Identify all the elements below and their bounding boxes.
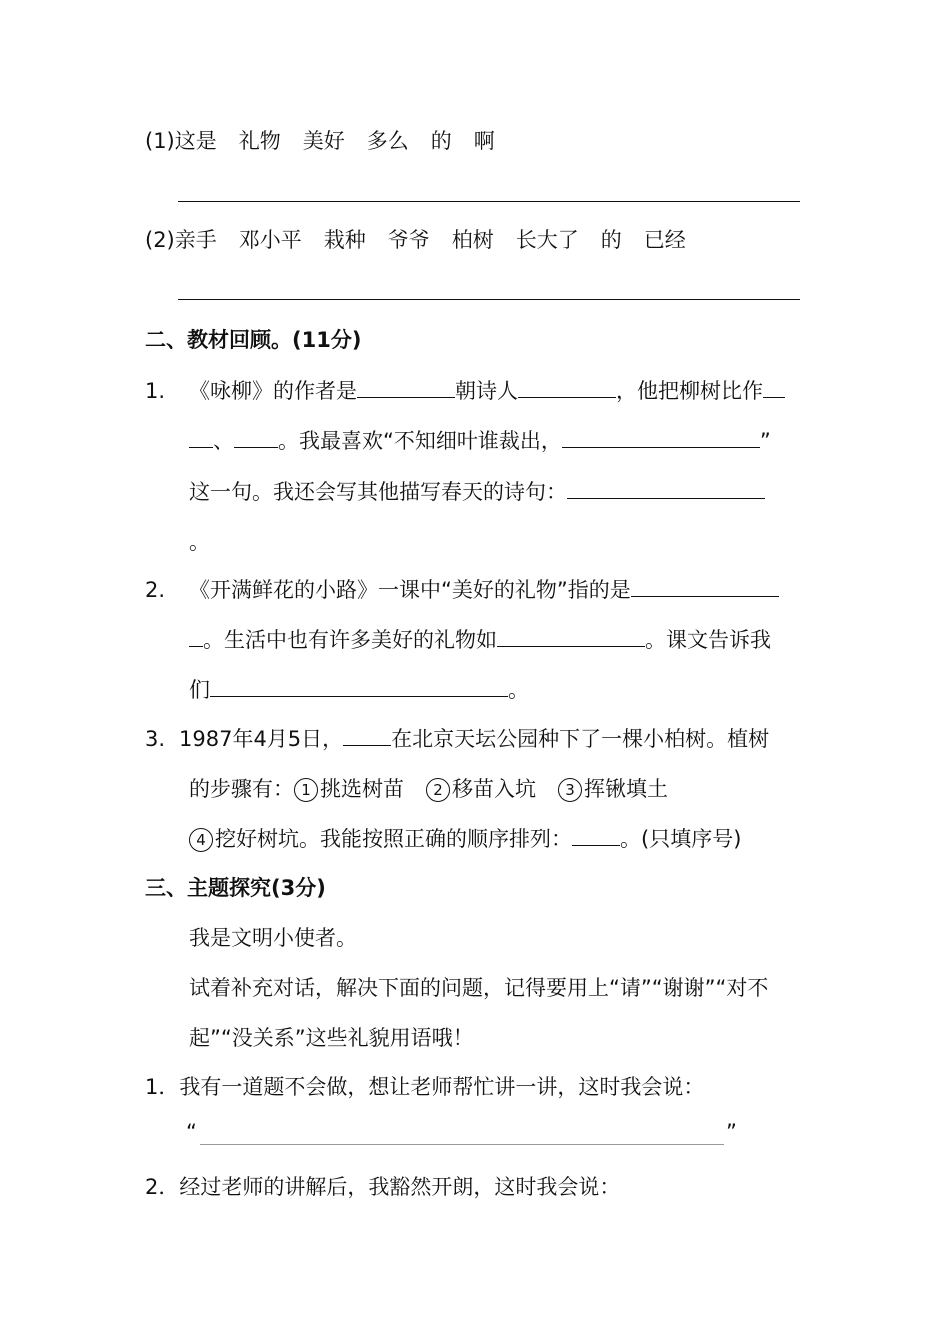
blank-compare-1a[interactable] <box>763 377 785 398</box>
circled-number: 4 <box>189 828 213 852</box>
s3-q1-answer-line[interactable] <box>200 1144 724 1145</box>
step-text: 挑选树苗 <box>320 777 404 801</box>
s2-item2-line1 <box>145 576 779 604</box>
s3-q1-open-quote: “ <box>186 1120 197 1144</box>
s3-q2: 2．经过老师的讲解后，我豁然开朗，这时我会说： <box>145 1175 621 1199</box>
text: 的步骤有： <box>189 777 294 801</box>
text: 。(只填序号) <box>620 827 742 851</box>
blank-lesson[interactable] <box>210 676 508 697</box>
word: 邓小平 <box>238 228 302 252</box>
word: 多么 <box>366 129 409 153</box>
word: 爷爷 <box>387 228 430 252</box>
s1-q1-line <box>145 127 517 155</box>
s2-item1-line1 <box>145 377 785 405</box>
section3-intro2b: 起”“没关系”这些礼貌用语哦！ <box>189 1026 474 1050</box>
text: 。我最喜欢“不知细叶谁裁出， <box>278 429 562 453</box>
s1-q2-answer-line[interactable] <box>178 299 800 300</box>
s2-item3-line2 <box>189 775 668 803</box>
blank-gift-meaning-b[interactable] <box>189 626 203 647</box>
text: 在北京天坛公园种下了一棵小柏树。植树 <box>391 727 770 751</box>
text: 朝诗人 <box>455 379 518 403</box>
item-number: 2. <box>145 578 166 602</box>
blank-author[interactable] <box>357 377 455 398</box>
s2-item1-line3 <box>189 478 765 506</box>
word: 柏树 <box>451 228 494 252</box>
text: 《开满鲜花的小路》一课中“美好的礼物”指的是 <box>189 578 631 602</box>
s1-q2-number: (2) <box>145 228 175 252</box>
word: 亲手 <box>174 228 217 252</box>
blank-poem-line[interactable] <box>562 427 760 448</box>
blank-order[interactable] <box>572 825 620 846</box>
word: 礼物 <box>238 129 281 153</box>
word: 长大了 <box>515 228 579 252</box>
step-text: 移苗入坑 <box>452 777 536 801</box>
text: 。 <box>508 678 529 702</box>
word: 的 <box>430 129 452 153</box>
item-number: 1. <box>145 379 166 403</box>
word: 这是 <box>174 129 217 153</box>
circled-number: 1 <box>294 778 318 802</box>
word: 啊 <box>473 129 495 153</box>
word: 的 <box>600 228 622 252</box>
text: 这一句。我还会写其他描写春天的诗句： <box>189 480 567 504</box>
word: 美好 <box>302 129 345 153</box>
s2-item2-line2 <box>189 626 771 654</box>
s1-q1-number: (1) <box>145 129 175 153</box>
text: 。生活中也有许多美好的礼物如 <box>203 628 497 652</box>
blank-person[interactable] <box>343 725 391 746</box>
blank-compare-1b[interactable] <box>189 427 213 448</box>
text: ，他把柳树比作 <box>616 379 763 403</box>
circled-number: 2 <box>426 778 450 802</box>
text: 们 <box>189 678 210 702</box>
s2-item3-line1 <box>145 725 769 753</box>
section2-title: 二、教材回顾。(11分) <box>145 328 362 352</box>
blank-gift-examples[interactable] <box>497 626 645 647</box>
section3-title: 三、主题探究(3分) <box>145 876 326 900</box>
blank-gift-meaning-a[interactable] <box>631 576 779 597</box>
step-text: 挖好树坑。我能按照正确的顺序排列： <box>215 827 572 851</box>
word: 已经 <box>643 228 686 252</box>
text: 《咏柳》的作者是 <box>189 379 357 403</box>
circled-number: 3 <box>558 778 582 802</box>
step-text: 挥锹填土 <box>584 777 668 801</box>
item-number: 3. <box>145 727 166 751</box>
text: ” <box>759 429 771 453</box>
word: 栽种 <box>323 228 366 252</box>
s1-q2-line <box>145 226 708 254</box>
blank-compare-2[interactable] <box>234 427 278 448</box>
s3-q1: 1．我有一道题不会做，想让老师帮忙讲一讲，这时我会说： <box>145 1075 705 1099</box>
s1-q1-answer-line[interactable] <box>178 201 800 202</box>
text: 、 <box>213 429 234 453</box>
s2-item3-line3 <box>189 825 741 853</box>
blank-spring-poem[interactable] <box>567 478 765 499</box>
text: 1987年4月5日， <box>179 727 344 751</box>
s2-item2-line3 <box>189 676 529 704</box>
section3-intro2a: 试着补充对话，解决下面的问题，记得要用上“请”“谢谢”“对不 <box>189 976 769 1000</box>
text: 。课文告诉我 <box>645 628 771 652</box>
blank-dynasty[interactable] <box>518 377 616 398</box>
s2-item1-line4: 。 <box>189 530 210 554</box>
s2-item1-line2 <box>189 427 771 455</box>
s3-q1-close-quote: ” <box>726 1120 737 1144</box>
section3-intro1: 我是文明小使者。 <box>189 926 357 950</box>
